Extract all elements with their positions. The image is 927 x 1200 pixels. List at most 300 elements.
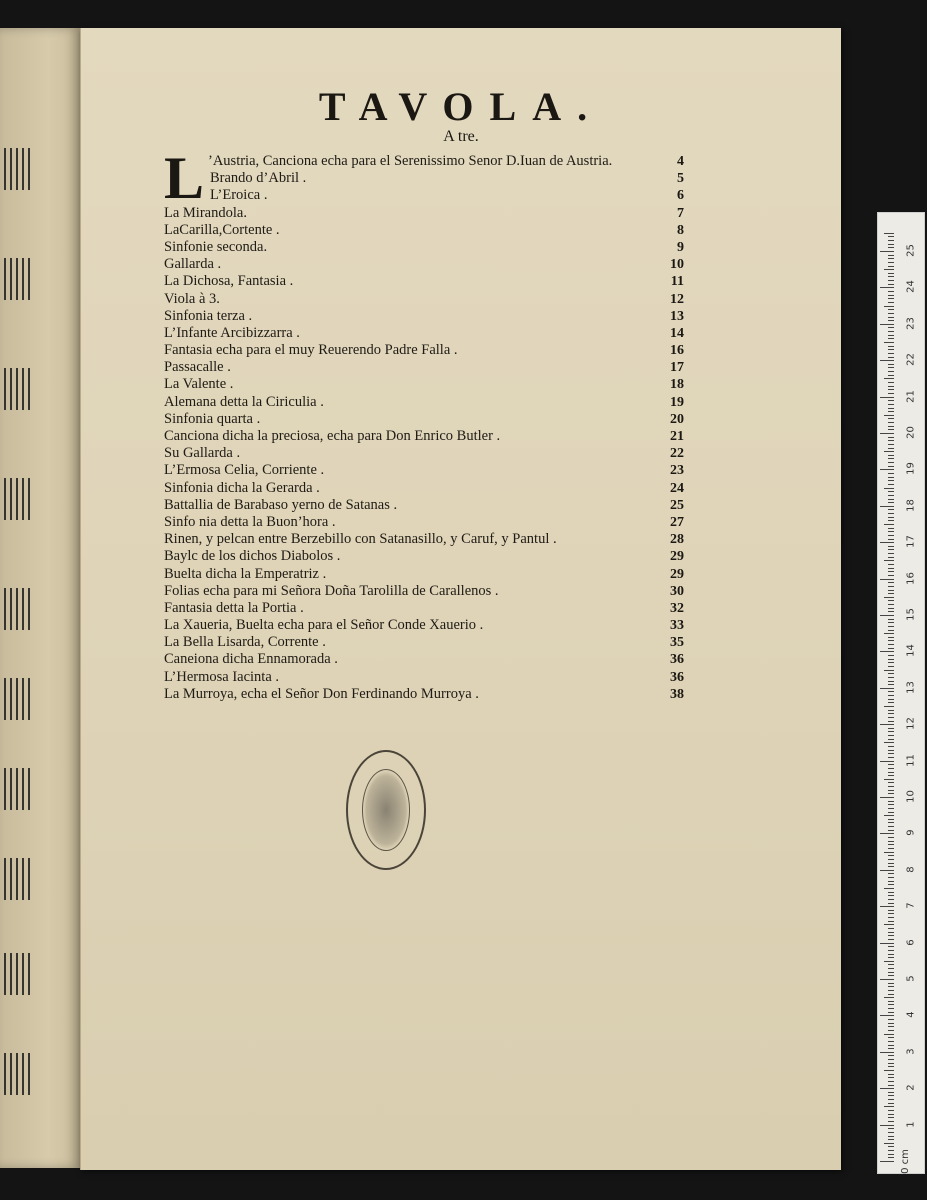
ruler-tick — [888, 262, 894, 263]
ruler-tick — [888, 244, 894, 245]
toc-entry-title: Battallia de Barabaso yerno de Satanas . — [164, 496, 398, 513]
ruler-tick — [884, 1143, 894, 1144]
ruler-tick — [888, 954, 894, 955]
ruler-tick — [880, 397, 894, 398]
ruler-tick — [884, 306, 894, 307]
ruler-tick — [888, 458, 894, 459]
ruler-tick — [884, 560, 894, 561]
ruler-tick — [888, 1030, 894, 1031]
ruler-tick — [888, 746, 894, 747]
ruler-tick — [888, 702, 894, 703]
ruler-tick — [888, 1063, 894, 1064]
toc-entry — [164, 497, 684, 514]
ruler-tick — [880, 1161, 894, 1162]
ruler-tick — [880, 579, 894, 580]
ruler-tick — [888, 677, 894, 678]
toc-entry-page: 8 — [677, 222, 684, 238]
music-staff — [4, 768, 30, 810]
ruler-tick — [884, 852, 894, 853]
ruler-tick — [888, 295, 894, 296]
ruler-tick — [884, 415, 894, 416]
toc-entry — [164, 445, 684, 462]
toc-entry-page: 6 — [677, 188, 684, 204]
ruler-tick — [888, 284, 894, 285]
ruler-tick — [884, 815, 894, 816]
toc-entry-title: Folias echa para mi Señora Doña Tarolilla de Carallenos . — [164, 582, 499, 599]
ruler-tick — [888, 1085, 894, 1086]
ruler-unit: 0 cm — [900, 1149, 912, 1174]
toc-entry-page: 7 — [677, 205, 684, 221]
ruler-tick — [884, 597, 894, 598]
ruler-tick — [888, 855, 894, 856]
ruler-tick — [880, 287, 894, 288]
ruler-label: 24 — [905, 280, 917, 294]
ruler-label: 15 — [905, 608, 917, 621]
ruler-tick — [888, 429, 894, 430]
toc-entry-title: Sinfonia dicha la Gerarda . — [164, 479, 320, 496]
ruler-tick — [888, 444, 894, 445]
ruler-tick — [880, 724, 894, 725]
ruler-tick — [888, 1055, 894, 1056]
ruler-tick — [888, 426, 894, 427]
toc-entry — [164, 566, 684, 583]
ruler-tick — [888, 793, 894, 794]
ruler-tick — [888, 502, 894, 503]
ruler-tick — [888, 1095, 894, 1096]
toc-entry-title: Caneiona dicha Ennamorada . — [164, 651, 338, 668]
toc-entry — [164, 480, 684, 497]
ruler-tick — [884, 524, 894, 525]
ruler-tick — [888, 699, 894, 700]
ruler-tick — [888, 1150, 894, 1151]
ruler-tick — [884, 488, 894, 489]
toc-entry — [164, 411, 684, 428]
ruler-tick — [888, 968, 894, 969]
ruler-tick — [888, 808, 894, 809]
ruler-tick — [888, 422, 894, 423]
ruler-tick — [888, 640, 894, 641]
ruler-tick — [888, 408, 894, 409]
toc-entry — [164, 394, 684, 411]
ruler-tick — [888, 713, 894, 714]
toc-entry — [164, 651, 684, 668]
ruler-tick — [888, 837, 894, 838]
ruler-tick — [888, 1132, 894, 1133]
toc-entry-page: 13 — [670, 308, 684, 324]
ruler-tick — [888, 1048, 894, 1049]
ruler-label: 22 — [905, 353, 917, 367]
ruler-tick — [888, 317, 894, 318]
ruler-label: 19 — [905, 462, 917, 476]
ruler-tick — [880, 1015, 894, 1016]
ruler-tick — [888, 1026, 894, 1027]
ruler-tick — [888, 1001, 894, 1002]
ruler-tick — [888, 389, 894, 390]
ruler-tick — [888, 367, 894, 368]
ruler-tick — [888, 684, 894, 685]
ruler-tick — [888, 240, 894, 241]
ruler-tick — [888, 917, 894, 918]
ruler-tick — [888, 255, 894, 256]
ruler-tick — [884, 233, 894, 234]
toc-entry — [164, 514, 684, 531]
ruler-tick — [888, 1012, 894, 1013]
ruler-tick — [888, 568, 894, 569]
ruler-tick — [888, 637, 894, 638]
measurement-ruler — [877, 212, 925, 1174]
ruler-tick — [888, 273, 894, 274]
ruler-tick — [888, 437, 894, 438]
toc-entry-title: La Bella Lisarda, Corrente . — [164, 634, 326, 651]
toc-entry-page: 19 — [670, 394, 684, 410]
toc-entry-title: Fantasia echa para el muy Reuerendo Padre Falla . — [164, 342, 458, 359]
ruler-tick — [888, 593, 894, 594]
ruler-tick — [888, 418, 894, 419]
ruler-tick — [880, 833, 894, 834]
toc-entry — [164, 187, 684, 204]
toc-entry-title: Baylc de los dichos Diabolos . — [164, 548, 341, 565]
ruler-tick — [880, 506, 894, 507]
ruler-tick — [884, 779, 894, 780]
ruler-tick — [888, 946, 894, 947]
ruler-tick — [884, 670, 894, 671]
ruler-label: 13 — [905, 680, 917, 694]
ruler-tick — [888, 1103, 894, 1104]
page-subtitle: A tre. — [443, 128, 479, 145]
ruler-tick — [888, 338, 894, 339]
ruler-tick — [884, 997, 894, 998]
ruler-tick — [888, 1074, 894, 1075]
ruler-tick — [888, 841, 894, 842]
drop-cap: L — [164, 145, 205, 211]
toc-entry — [164, 531, 684, 548]
ruler-tick — [888, 921, 894, 922]
ruler-tick — [888, 772, 894, 773]
toc-entry-page: 4 — [677, 154, 684, 169]
ruler-tick — [888, 735, 894, 736]
ruler-tick — [888, 659, 894, 660]
ruler-tick — [888, 276, 894, 277]
toc-entry — [164, 617, 684, 634]
toc-entry-page: 9 — [677, 239, 684, 255]
toc-entry — [164, 153, 684, 170]
music-staff — [4, 953, 30, 995]
ruler-tick — [888, 320, 894, 321]
library-stamp — [346, 750, 426, 870]
ruler-tick — [888, 975, 894, 976]
toc-entry-title: La Xaueria, Buelta echa para el Señor Conde Xauerio . — [164, 617, 484, 634]
ruler-tick — [888, 731, 894, 732]
toc-entry-page: 32 — [670, 600, 684, 616]
toc-entry — [164, 359, 684, 376]
ruler-tick — [888, 695, 894, 696]
ruler-tick — [888, 957, 894, 958]
ruler-tick — [888, 549, 894, 550]
ruler-tick — [884, 1070, 894, 1071]
ruler-tick — [888, 881, 894, 882]
ruler-tick — [884, 706, 894, 707]
ruler-tick — [888, 349, 894, 350]
ruler-tick — [888, 830, 894, 831]
ruler-tick — [888, 848, 894, 849]
facing-page — [0, 28, 80, 1168]
ruler-tick — [884, 451, 894, 452]
ruler-tick — [880, 542, 894, 543]
ruler-tick — [888, 983, 894, 984]
ruler-tick — [888, 404, 894, 405]
toc-entry-page: 20 — [670, 411, 684, 427]
ruler-tick — [888, 1157, 894, 1158]
ruler-tick — [888, 604, 894, 605]
ruler-tick — [888, 1008, 894, 1009]
ruler-tick — [888, 1146, 894, 1147]
ruler-tick — [888, 801, 894, 802]
toc-entry — [164, 239, 684, 256]
ruler-tick — [888, 939, 894, 940]
ruler-label: 4 — [905, 1011, 917, 1019]
ruler-tick — [888, 903, 894, 904]
ruler-tick — [888, 1154, 894, 1155]
ruler-tick — [888, 775, 894, 776]
ruler-tick — [888, 495, 894, 496]
ruler-tick — [888, 611, 894, 612]
ruler-tick — [888, 477, 894, 478]
ruler-tick — [880, 324, 894, 325]
ruler-tick — [888, 266, 894, 267]
ruler-tick — [888, 371, 894, 372]
ruler-tick — [888, 346, 894, 347]
toc-entry-title: Viola à 3. — [164, 290, 220, 307]
ruler-label: 3 — [905, 1048, 917, 1055]
ruler-tick — [888, 1023, 894, 1024]
ruler-tick — [888, 382, 894, 383]
ruler-label: 9 — [905, 829, 917, 837]
ruler-tick — [880, 360, 894, 361]
ruler-tick — [888, 895, 894, 896]
ruler-tick — [880, 688, 894, 689]
ruler-tick — [888, 1117, 894, 1118]
ruler-tick — [888, 480, 894, 481]
ruler-tick — [888, 1045, 894, 1046]
ruler-tick — [888, 626, 894, 627]
toc-entry — [164, 256, 684, 273]
ruler-tick — [888, 491, 894, 492]
ruler-tick — [888, 782, 894, 783]
ruler-tick — [888, 972, 894, 973]
stamp-emblem — [362, 769, 410, 851]
toc-entry-title: Brando d’Abril . — [210, 170, 307, 187]
music-staff — [4, 678, 30, 720]
ruler-tick — [880, 797, 894, 798]
toc-entry-title: L’Hermosa Iacinta . — [164, 668, 280, 685]
ruler-tick — [888, 335, 894, 336]
ruler-tick — [884, 1106, 894, 1107]
ruler-tick — [888, 462, 894, 463]
ruler-tick — [888, 750, 894, 751]
ruler-tick — [888, 258, 894, 259]
ruler-tick — [884, 742, 894, 743]
ruler-tick — [888, 710, 894, 711]
ruler-label: 23 — [905, 316, 917, 330]
ruler-tick — [888, 786, 894, 787]
ruler-tick — [888, 1077, 894, 1078]
ruler-tick — [888, 899, 894, 900]
ruler-tick — [888, 411, 894, 412]
ruler-tick — [880, 251, 894, 252]
ruler-tick — [884, 633, 894, 634]
toc-entry — [164, 273, 684, 290]
ruler-tick — [888, 790, 894, 791]
toc-entry-title: Alemana detta la Ciriculia . — [164, 393, 324, 410]
ruler-tick — [888, 1110, 894, 1111]
toc-entry-title: L’Infante Arcibizzarra . — [164, 324, 300, 341]
toc-entry — [164, 342, 684, 359]
ruler-tick — [884, 924, 894, 925]
ruler-tick — [888, 859, 894, 860]
toc-entry-title: L’Ermosa Celia, Corriente . — [164, 462, 325, 479]
toc-entry-title: Su Gallarda . — [164, 445, 241, 462]
ruler-tick — [888, 466, 894, 467]
toc-entry-page: 33 — [670, 618, 684, 634]
toc-entry — [164, 600, 684, 617]
ruler-tick — [880, 1052, 894, 1053]
toc-entry-page: 27 — [670, 514, 684, 530]
ruler-tick — [888, 448, 894, 449]
ruler-label: 21 — [905, 389, 917, 403]
table-of-contents — [164, 153, 684, 703]
toc-entry-page: 38 — [670, 686, 684, 702]
ruler-tick — [888, 582, 894, 583]
toc-entry-page: 14 — [670, 325, 684, 341]
ruler-tick — [888, 531, 894, 532]
toc-entry-page: 29 — [670, 566, 684, 582]
music-staff — [4, 368, 30, 410]
ruler-tick — [888, 357, 894, 358]
ruler-tick — [888, 455, 894, 456]
toc-entry-title: Rinen, y pelcan entre Berzebillo con Satanasillo, y Caruf, y Pantul . — [164, 531, 557, 548]
ruler-tick — [888, 499, 894, 500]
ruler-tick — [888, 935, 894, 936]
ruler-tick — [888, 764, 894, 765]
ruler-tick — [888, 681, 894, 682]
ruler-tick — [888, 309, 894, 310]
ruler-tick — [888, 520, 894, 521]
ruler-tick — [888, 1004, 894, 1005]
ruler-tick — [888, 473, 894, 474]
ruler-tick — [888, 728, 894, 729]
ruler-tick — [888, 866, 894, 867]
ruler-tick — [888, 564, 894, 565]
ruler-tick — [888, 546, 894, 547]
ruler-tick — [888, 386, 894, 387]
ruler-tick — [880, 651, 894, 652]
ruler-tick — [888, 928, 894, 929]
toc-entry-title: Canciona dicha la preciosa, echa para Don Enrico Butler . — [164, 428, 501, 444]
ruler-tick — [888, 247, 894, 248]
ruler-tick — [888, 673, 894, 674]
ruler-label: 18 — [905, 498, 917, 512]
ruler-tick — [888, 892, 894, 893]
ruler-tick — [888, 739, 894, 740]
ruler-tick — [888, 517, 894, 518]
ruler-tick — [888, 648, 894, 649]
toc-entry — [164, 669, 684, 686]
ruler-tick — [888, 819, 894, 820]
ruler-label: 6 — [905, 938, 917, 946]
ruler-tick — [888, 1114, 894, 1115]
ruler-label: 10 — [905, 790, 917, 803]
ruler-tick — [888, 400, 894, 401]
toc-entry-title: L’Eroica . — [210, 187, 268, 204]
ruler-tick — [888, 721, 894, 722]
toc-entry-title: La Dichosa, Fantasia . — [164, 273, 294, 290]
ruler-tick — [888, 1128, 894, 1129]
ruler-tick — [888, 331, 894, 332]
ruler-tick — [888, 666, 894, 667]
ruler-tick — [888, 1019, 894, 1020]
toc-entry — [164, 548, 684, 565]
toc-entry — [164, 205, 684, 222]
ruler-tick — [880, 433, 894, 434]
toc-entry-page: 24 — [670, 480, 684, 496]
ruler-tick — [888, 644, 894, 645]
music-staff — [4, 148, 30, 190]
ruler-tick — [880, 906, 894, 907]
music-staff — [4, 258, 30, 300]
ruler-tick — [888, 586, 894, 587]
ruler-label: 25 — [905, 244, 917, 257]
ruler-tick — [888, 662, 894, 663]
ruler-tick — [888, 528, 894, 529]
ruler-tick — [888, 804, 894, 805]
toc-entry — [164, 170, 684, 187]
ruler-label: 20 — [905, 426, 917, 439]
page-title: TAVOLA. — [318, 84, 604, 129]
ruler-tick — [888, 393, 894, 394]
toc-entry-title: Passacalle . — [164, 359, 231, 376]
ruler-tick — [888, 484, 894, 485]
toc-entry — [164, 583, 684, 600]
toc-entry-title: LaCarilla,Cortente . — [164, 221, 280, 238]
ruler-tick — [888, 509, 894, 510]
ruler-tick — [888, 1136, 894, 1137]
toc-entry — [164, 222, 684, 239]
ruler-tick — [884, 269, 894, 270]
ruler-tick — [888, 1139, 894, 1140]
ruler-tick — [888, 877, 894, 878]
ruler-tick — [884, 1034, 894, 1035]
ruler-label: 1 — [905, 1120, 917, 1128]
ruler-tick — [888, 440, 894, 441]
ruler-tick — [888, 812, 894, 813]
ruler-tick — [888, 691, 894, 692]
ruler-tick — [888, 291, 894, 292]
ruler-tick — [888, 950, 894, 951]
toc-entry-page: 36 — [670, 669, 684, 685]
music-staff — [4, 588, 30, 630]
ruler-tick — [888, 873, 894, 874]
ruler-tick — [888, 375, 894, 376]
toc-entry-title: Sinfonia quarta . — [164, 410, 261, 427]
ruler-tick — [880, 943, 894, 944]
ruler-tick — [880, 469, 894, 470]
toc-entry-title: ’Austria, Canciona echa para el Serenissimo Senor D.Iuan de Austria. — [208, 153, 613, 169]
toc-entry-page: 36 — [670, 652, 684, 668]
ruler-tick — [888, 353, 894, 354]
music-staff — [4, 1053, 30, 1095]
ruler-tick — [888, 571, 894, 572]
ruler-label: 5 — [905, 975, 917, 982]
